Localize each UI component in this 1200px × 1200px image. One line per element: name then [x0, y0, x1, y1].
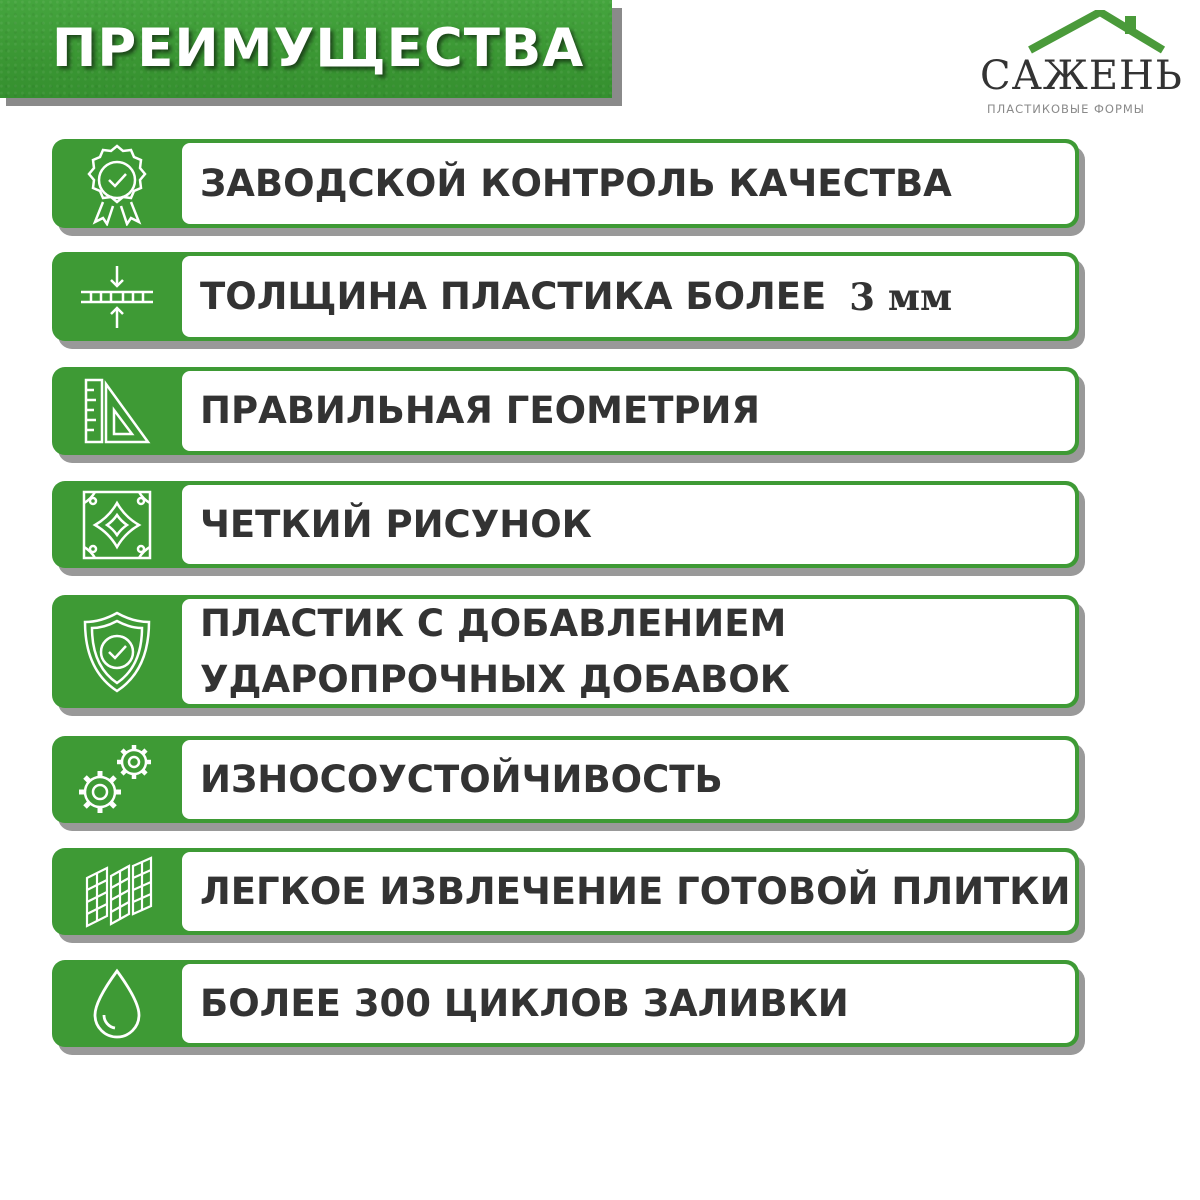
feature-row-extraction	[52, 848, 1079, 935]
thickness-value: 3 мм	[849, 274, 953, 319]
thickness-icon	[52, 252, 182, 341]
feature-text-extraction: ЛЕГКОЕ ИЗВЛЕЧЕНИЕ ГОТОВОЙ ПЛИТКИ	[200, 869, 1071, 913]
header-banner	[0, 0, 622, 104]
tiles-icon	[52, 848, 182, 935]
drop-icon	[52, 960, 182, 1047]
ornament-tile-icon	[52, 481, 182, 568]
impact-line-1: ПЛАСТИК С ДОБАВЛЕНИЕМ	[200, 601, 787, 645]
feature-row-durability	[52, 736, 1079, 823]
feature-text-geometry: ПРАВИЛЬНАЯ ГЕОМЕТРИЯ	[200, 389, 761, 432]
logo-name: САЖЕНЬ	[980, 53, 1183, 99]
feature-text-durability: ИЗНОСОУСТОЙЧИВОСТЬ	[200, 757, 723, 801]
feature-text-quality: ЗАВОДСКОЙ КОНТРОЛЬ КАЧЕСТВА	[200, 161, 952, 205]
feature-text-cycles: БОЛЕЕ 300 ЦИКЛОВ ЗАЛИВКИ	[200, 981, 849, 1025]
feature-row-geometry	[52, 367, 1079, 455]
feature-row-impact	[52, 595, 1079, 708]
brand-logo	[975, 10, 1195, 120]
feature-row-cycles	[52, 960, 1079, 1047]
page-title: ПРЕИМУЩЕСТВА	[52, 18, 585, 79]
impact-line-2: УДАРОПРОЧНЫХ ДОБАВОК	[200, 657, 790, 701]
ruler-triangle-icon	[52, 367, 182, 455]
shield-check-icon	[52, 595, 182, 708]
feature-text-impact	[200, 595, 1079, 708]
thickness-label: ТОЛЩИНА ПЛАСТИКА БОЛЕЕ	[200, 274, 840, 318]
feature-text-pattern: ЧЕТКИЙ РИСУНОК	[200, 502, 592, 546]
logo-subtitle: ПЛАСТИКОВЫЕ ФОРМЫ	[987, 102, 1145, 116]
feature-row-thickness	[52, 252, 1079, 341]
quality-badge-icon	[52, 139, 182, 228]
gears-icon	[52, 736, 182, 823]
feature-row-quality	[52, 139, 1079, 228]
feature-text-thickness	[200, 252, 1079, 341]
feature-row-pattern	[52, 481, 1079, 568]
